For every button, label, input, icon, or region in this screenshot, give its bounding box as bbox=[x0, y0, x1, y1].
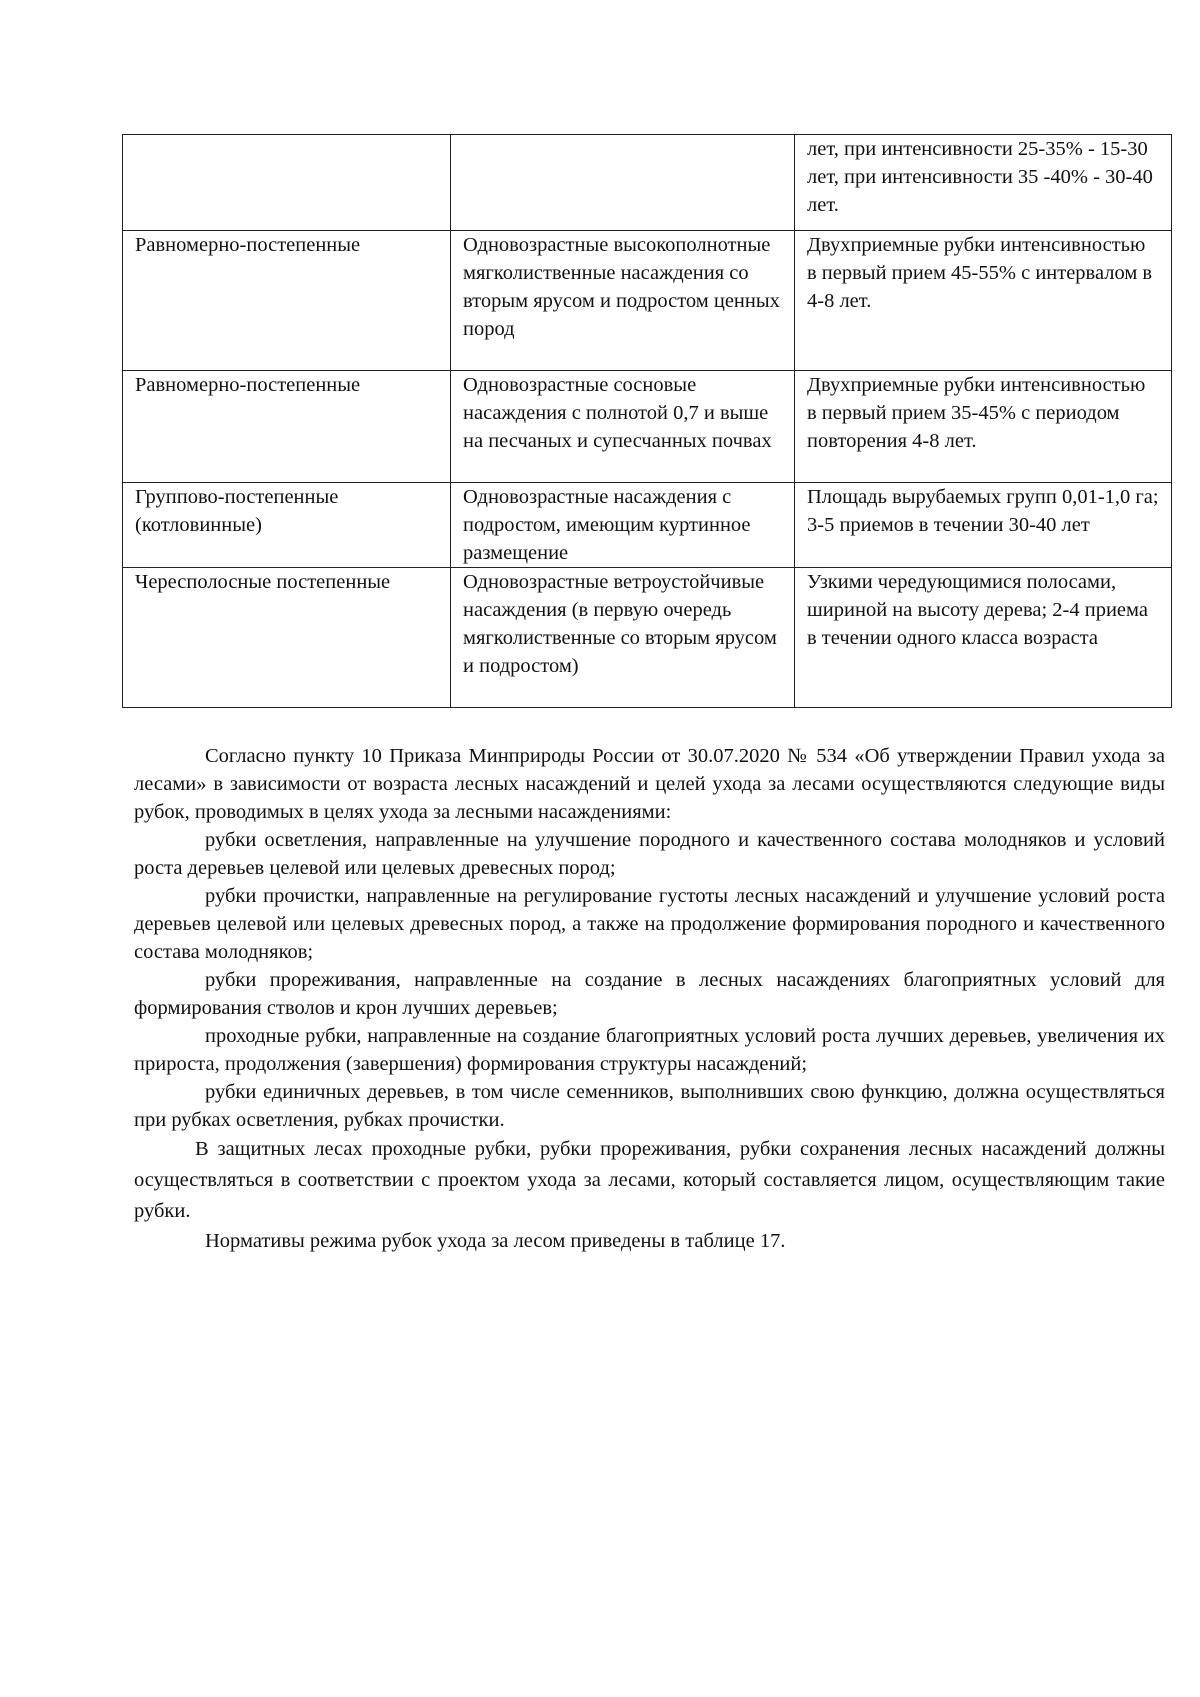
table-cell: Равномерно-постепенные bbox=[123, 231, 451, 371]
table-cell: Одновозрастные насаждения с подростом, имеющим куртинное размещение bbox=[451, 483, 795, 568]
list-item: рубки единичных деревьев, в том числе семенников, выполнивших свою функцию, должна осуществляться при рубках осветления, рубках прочистки. bbox=[134, 1081, 1165, 1131]
table-cell bbox=[123, 135, 451, 231]
body-text bbox=[134, 742, 1165, 1255]
list-item: проходные рубки, направленные на создание благоприятных условий роста лучших деревьев, увеличения их прироста, продолжения (завершения) формирования структуры насаждений; bbox=[134, 1025, 1165, 1075]
table-cell: Двухприемные рубки интенсивностью в первый прием 35-45% с периодом повторения 4-8 лет. bbox=[795, 371, 1172, 483]
norms-paragraph: Нормативы режима рубок ухода за лесом приведены в таблице 17. bbox=[205, 1230, 786, 1252]
table-row bbox=[123, 135, 1172, 231]
table-cell: Равномерно-постепенные bbox=[123, 371, 451, 483]
table-cell: Узкими чередующимися полосами, шириной на высоту дерева; 2-4 приема в течении одного класса возраста bbox=[795, 568, 1172, 708]
protective-forests-paragraph: В защитных лесах проходные рубки, рубки прореживания, рубки сохранения лесных насаждений должны осуществляться в соответствии с проектом ухода за лесами, который составляется лицом, осуществляющим такие рубки. bbox=[134, 1138, 1165, 1222]
table-cell: лет, при интенсивности 25-35% - 15-30 лет, при интенсивности 35 -40% - 30-40 лет. bbox=[795, 135, 1172, 231]
intro-paragraph: Согласно пункту 10 Приказа Минприроды России от 30.07.2020 № 534 «Об утверждении Правил ухода за лесами» в зависимости от возраста лесных насаждений и целей ухода за лесами осуществляются следующие виды рубок, проводимых в целях ухода за лесными насаждениями: bbox=[134, 745, 1165, 823]
list-item: рубки прореживания, направленные на создание в лесных насаждениях благоприятных условий для формирования стволов и крон лучших деревьев; bbox=[134, 969, 1165, 1019]
table-row bbox=[123, 568, 1172, 708]
table-row bbox=[123, 483, 1172, 568]
table-cell: Двухприемные рубки интенсивностью в первый прием 45-55% с интервалом в 4-8 лет. bbox=[795, 231, 1172, 371]
list-item: рубки осветления, направленные на улучшение породного и качественного состава молодняков и условий роста деревьев целевой или целевых древесных пород; bbox=[134, 829, 1165, 879]
table-row bbox=[123, 231, 1172, 371]
table-cell: Площадь вырубаемых групп 0,01-1,0 га; 3-5 приемов в течении 30-40 лет bbox=[795, 483, 1172, 568]
table-row bbox=[123, 371, 1172, 483]
table-cell: Одновозрастные высокополнотные мягколиственные насаждения со вторым ярусом и подростом ценных пород bbox=[451, 231, 795, 371]
table-cell bbox=[451, 135, 795, 231]
table-cell: Одновозрастные ветроустойчивые насаждения (в первую очередь мягколиственные со вторым ярусом и подростом) bbox=[451, 568, 795, 708]
cutting-methods-table bbox=[122, 134, 1172, 708]
table-cell: Одновозрастные сосновые насаждения с полнотой 0,7 и выше на песчаных и супесчанных почвах bbox=[451, 371, 795, 483]
list-item: рубки прочистки, направленные на регулирование густоты лесных насаждений и улучшение условий роста деревьев целевой или целевых древесных пород, а также на продолжение формирования породного и качественного состава молодняков; bbox=[134, 885, 1165, 963]
table-cell: Чересполосные постепенные bbox=[123, 568, 451, 708]
table-cell: Группово-постепенные (котловинные) bbox=[123, 483, 451, 568]
